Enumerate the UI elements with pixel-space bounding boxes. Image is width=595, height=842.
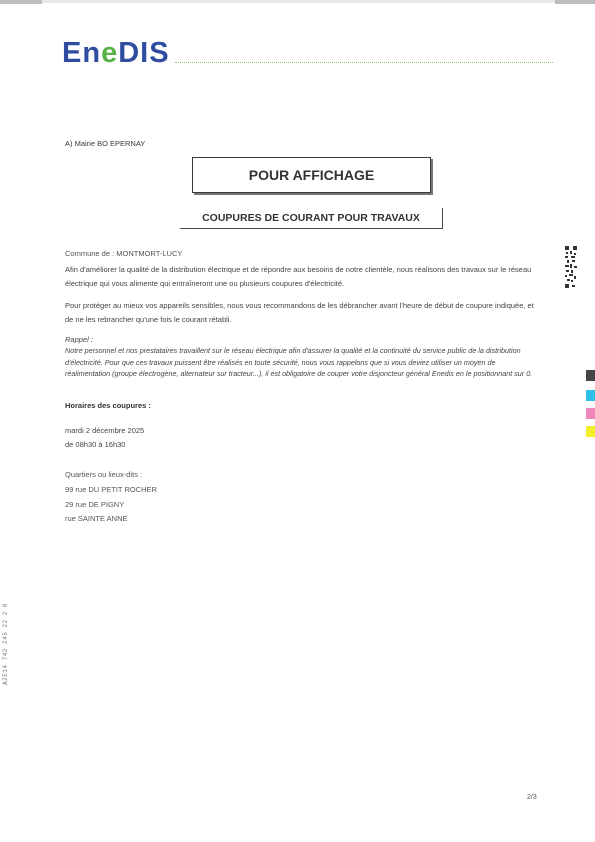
header-rule bbox=[175, 62, 553, 64]
logo-part-right: DIS bbox=[118, 37, 170, 69]
quartiers-title: Quartiers ou lieux-dits : bbox=[65, 470, 143, 479]
street-item: 29 rue DE PIGNY bbox=[65, 500, 125, 509]
side-reference-code: A2E14 742 245 22 2 0 bbox=[2, 602, 9, 685]
rappel-text: Notre personnel et nos prestataires travaillent sur le réseau électrique afin d'assurer la qualité et la continuité du service public de la distribution d'électricité. Pour que ces travaux puissent être réalisés en toute sécurité, nous vous rappelons que si vous deviez utiliser un moyen de réalimentation (groupe électrogène, alternateur sur tracteur...), il est obligatoire de couper votre disjoncteur général Enedis en le positionnant sur 0. bbox=[65, 346, 533, 378]
logo-part-mid: e bbox=[101, 37, 119, 69]
qr-code-icon bbox=[565, 246, 577, 290]
street-item: 99 rue DU PETIT ROCHER bbox=[65, 485, 157, 494]
street-item: rue SAINTE ANNE bbox=[65, 514, 128, 523]
commune: Commune de : MONTMORT-LUCY bbox=[65, 249, 183, 258]
logo-part-left: En bbox=[62, 37, 102, 69]
page-number: 2/3 bbox=[527, 794, 537, 801]
print-mark-yellow bbox=[586, 426, 595, 437]
paragraph-advice: Pour protéger au mieux vos appareils sensibles, nous vous recommandons de les débrancher avant l'heure de début de coupure indiquée, et de ne les rebrancher qu'une fois le courant rétabli. bbox=[65, 301, 534, 324]
outage-time: de 08h30 à 16h30 bbox=[65, 440, 126, 449]
notice-title: COUPURES DE COURANT POUR TRAVAUX bbox=[180, 208, 443, 229]
scan-mark-left bbox=[0, 0, 42, 4]
stamp-title: POUR AFFICHAGE bbox=[192, 157, 431, 193]
recipient: A) Mairie BO EPERNAY bbox=[65, 139, 146, 148]
paragraph-intro: Afin d'améliorer la qualité de la distribution électrique et de répondre aux besoins de notre clientèle, nous réalisons des travaux sur le réseau électrique qui vous alimente qui entraîneront une ou plusieurs coupures d'électricité. bbox=[65, 265, 532, 288]
outage-date: mardi 2 décembre 2025 bbox=[65, 426, 145, 435]
horaires-title: Horaires des coupures : bbox=[65, 401, 151, 410]
print-mark-black bbox=[586, 370, 595, 381]
print-mark-cyan bbox=[586, 390, 595, 401]
scan-edge bbox=[0, 0, 595, 3]
rappel-title: Rappel : bbox=[65, 335, 93, 344]
enedis-logo bbox=[62, 38, 170, 68]
print-mark-magenta bbox=[586, 408, 595, 419]
scan-mark-right bbox=[555, 0, 595, 4]
